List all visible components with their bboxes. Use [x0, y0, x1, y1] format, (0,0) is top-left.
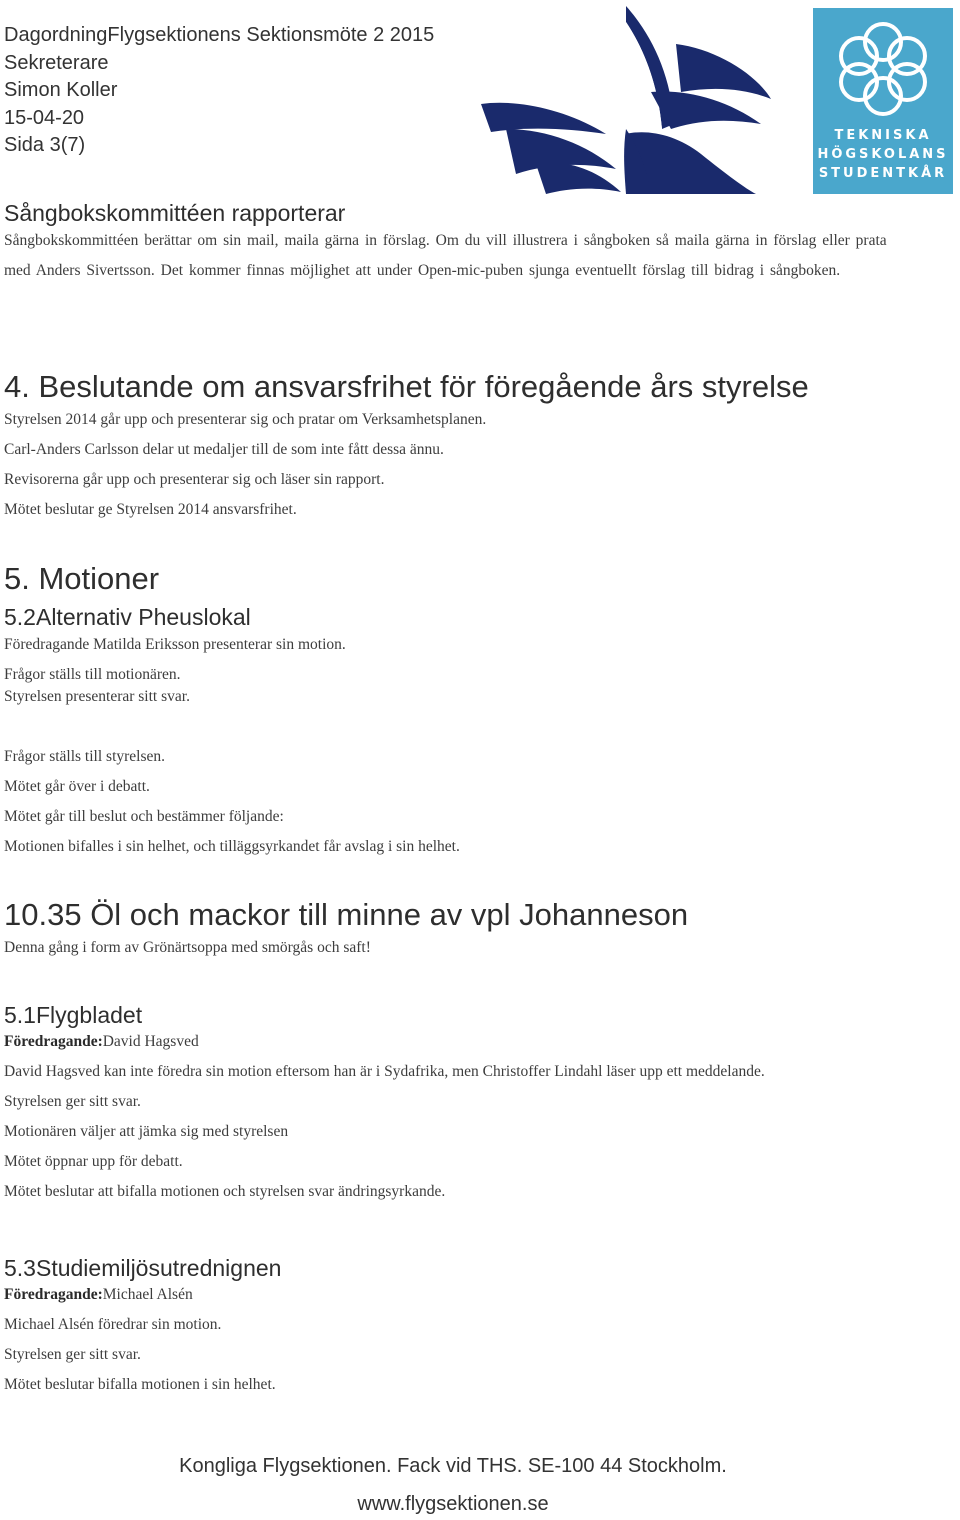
document-header [4, 22, 434, 160]
ths-logo [813, 8, 953, 194]
section-5-2-line: Frågor ställs till motionären. [4, 666, 181, 683]
section-4-heading: 4. Beslutande om ansvarsfrihet för föregående års styrelse [4, 369, 809, 404]
section-5-1-heading: 5.1Flygbladet [4, 1002, 143, 1028]
section-5-2-line: Föredragande Matilda Eriksson presenterar sin motion. [4, 636, 346, 653]
sangbok-text: Sångbokskommittéen berättar om sin mail, maila gärna in förslag. Om du vill illustrera i sångboken så maila gärna in förslag eller prata med Anders Sivertsson. Det kommer finnas möjlighet att under Open-mic-puben sjunga eventuellt förslag till bidrag i sångboken. [4, 232, 887, 279]
section-10-35-heading: 10.35 Öl och mackor till minne av vpl Johanneson [4, 897, 689, 932]
section-5-2-line: Mötet går över i debatt. [4, 778, 150, 795]
header-page: Sida 3(7) [4, 134, 86, 157]
header-role: Sekreterare [4, 51, 109, 74]
presenter-label: Föredragande: [4, 1286, 103, 1303]
ths-logo-line2: HÖGSKOLANS [817, 147, 949, 162]
section-5-2-line: Frågor ställs till styrelsen. [4, 748, 166, 765]
ths-rings-icon [831, 20, 935, 118]
section-5-3-line: Styrelsen ger sitt svar. [4, 1346, 141, 1363]
section-5-3-presenter [4, 1286, 193, 1304]
section-10-35-line: Denna gång i form av Grönärtsoppa med smörgås och saft! [4, 939, 371, 956]
flygsektionen-logo [476, 4, 776, 194]
section-4-line: Carl-Anders Carlsson delar ut medaljer till de som inte fått dessa ännu. [4, 441, 444, 458]
section-4-line: Revisorerna går upp och presenterar sig och läser sin rapport. [4, 471, 385, 488]
footer-address: Kongliga Flygsektionen. Fack vid THS. SE-100 44 Stockholm. [179, 1455, 727, 1477]
header-title: DagordningFlygsektionens Sektionsmöte 2 2015 [4, 24, 435, 46]
presenter-name: David Hagsved [102, 1033, 199, 1050]
section-5-3-heading: 5.3Studiemiljösutrednignen [4, 1255, 282, 1281]
ths-logo-line1: TEKNISKA [834, 128, 932, 143]
section-5-2-line: Styrelsen presenterar sitt svar. [4, 688, 190, 705]
section-5-2-line: Mötet går till beslut och bestämmer följande: [4, 808, 284, 825]
section-5-1-line: Mötet öppnar upp för debatt. [4, 1153, 183, 1170]
section-4-line: Styrelsen 2014 går upp och presenterar sig och pratar om Verksamhetsplanen. [4, 411, 487, 428]
section-5-1-presenter [4, 1033, 199, 1051]
section-5-2-line: Motionen bifalles i sin helhet, och tilläggsyrkandet får avslag i sin helhet. [4, 838, 460, 855]
sangbok-heading: Sångbokskommittéen rapporterar [4, 200, 346, 226]
section-5-3-line: Michael Alsén föredrar sin motion. [4, 1316, 222, 1333]
section-5-2-heading: 5.2Alternativ Pheuslokal [4, 604, 251, 630]
section-5-heading: 5. Motioner [4, 561, 160, 596]
presenter-name: Michael Alsén [102, 1286, 193, 1303]
section-5-1-line: Styrelsen ger sitt svar. [4, 1093, 141, 1110]
header-date: 15-04-20 [4, 106, 85, 129]
sangbok-paragraph [4, 226, 904, 286]
presenter-label: Föredragande: [4, 1033, 103, 1050]
ths-logo-line3: STUDENTKÅR [818, 166, 948, 181]
section-4-line: Mötet beslutar ge Styrelsen 2014 ansvarsfrihet. [4, 501, 297, 518]
header-author: Simon Koller [4, 79, 118, 102]
section-5-1-line: Motionären väljer att jämka sig med styrelsen [4, 1123, 289, 1140]
section-5-1-line: David Hagsved kan inte föredra sin motion eftersom han är i Sydafrika, men Christoffer Lindahl läser upp ett meddelande. [4, 1063, 765, 1080]
footer-url[interactable]: www.flygsektionen.se [357, 1493, 549, 1515]
section-5-1-line: Mötet beslutar att bifalla motionen och styrelsen svar ändringsyrkande. [4, 1183, 446, 1200]
section-5-3-line: Mötet beslutar bifalla motionen i sin helhet. [4, 1376, 276, 1393]
